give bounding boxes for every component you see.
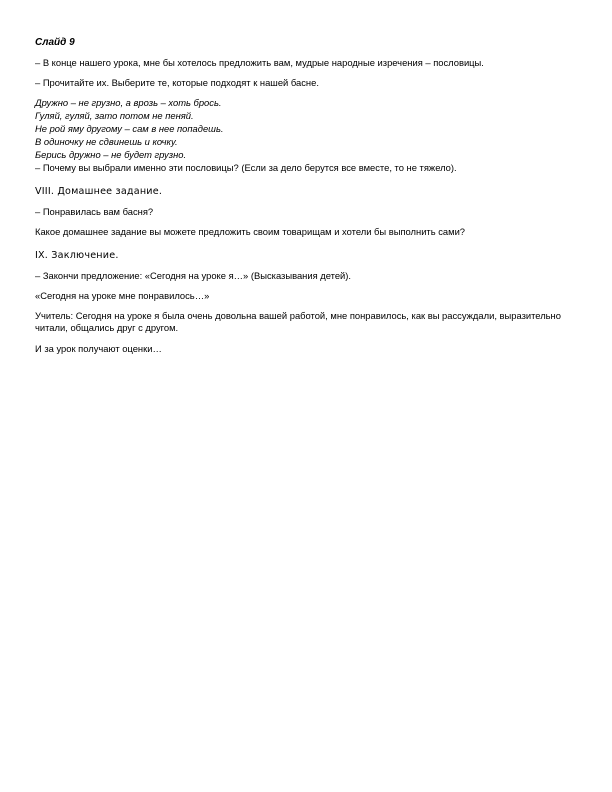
section-heading-homework: VIII. Домашнее задание. [35,186,163,197]
grades-paragraph: И за урок получают оценки… [35,343,162,354]
conclusion-prompt: – Закончи предложение: «Сегодня на уроке я…» (Высказывания детей). [35,270,352,281]
intro-paragraph: – В конце нашего урока, мне бы хотелось предложить вам, мудрые народные изречения – пословицы. [35,57,484,68]
proverb-line: Гуляй, гуляй, зато потом не пеняй. [35,110,194,121]
instruction-paragraph: – Прочитайте их. Выберите те, которые подходят к нашей басне. [35,77,319,88]
proverb-line: Дружно – не грузно, а врозь – хоть брось. [35,97,222,108]
document-page [35,0,580,792]
proverb-line: Берись дружно – не будет грузно. [35,149,187,160]
teacher-paragraph: Учитель: Сегодня на уроке я была очень довольна вашей работой, мне понравилось, как вы рассуждали, выразительно читали, общались друг с другом. [35,310,561,333]
conclusion-sentence: «Сегодня на уроке мне понравилось…» [35,290,210,301]
homework-paragraph: Какое домашнее задание вы можете предложить своим товарищам и хотели бы выполнить сами? [35,226,466,237]
question-paragraph: – Почему вы выбрали именно эти пословицы? (Если за дело берутся все вместе, то не тяжело). [35,162,457,173]
slide-title: Слайд 9 [35,37,75,48]
proverb-line: Не рой яму другому – сам в нее попадешь. [35,123,224,134]
section-heading-conclusion: IX. Заключение. [35,250,119,261]
proverb-line: В одиночку не сдвинешь и кочку. [35,136,178,147]
homework-question: – Понравилась вам басня? [35,206,154,217]
